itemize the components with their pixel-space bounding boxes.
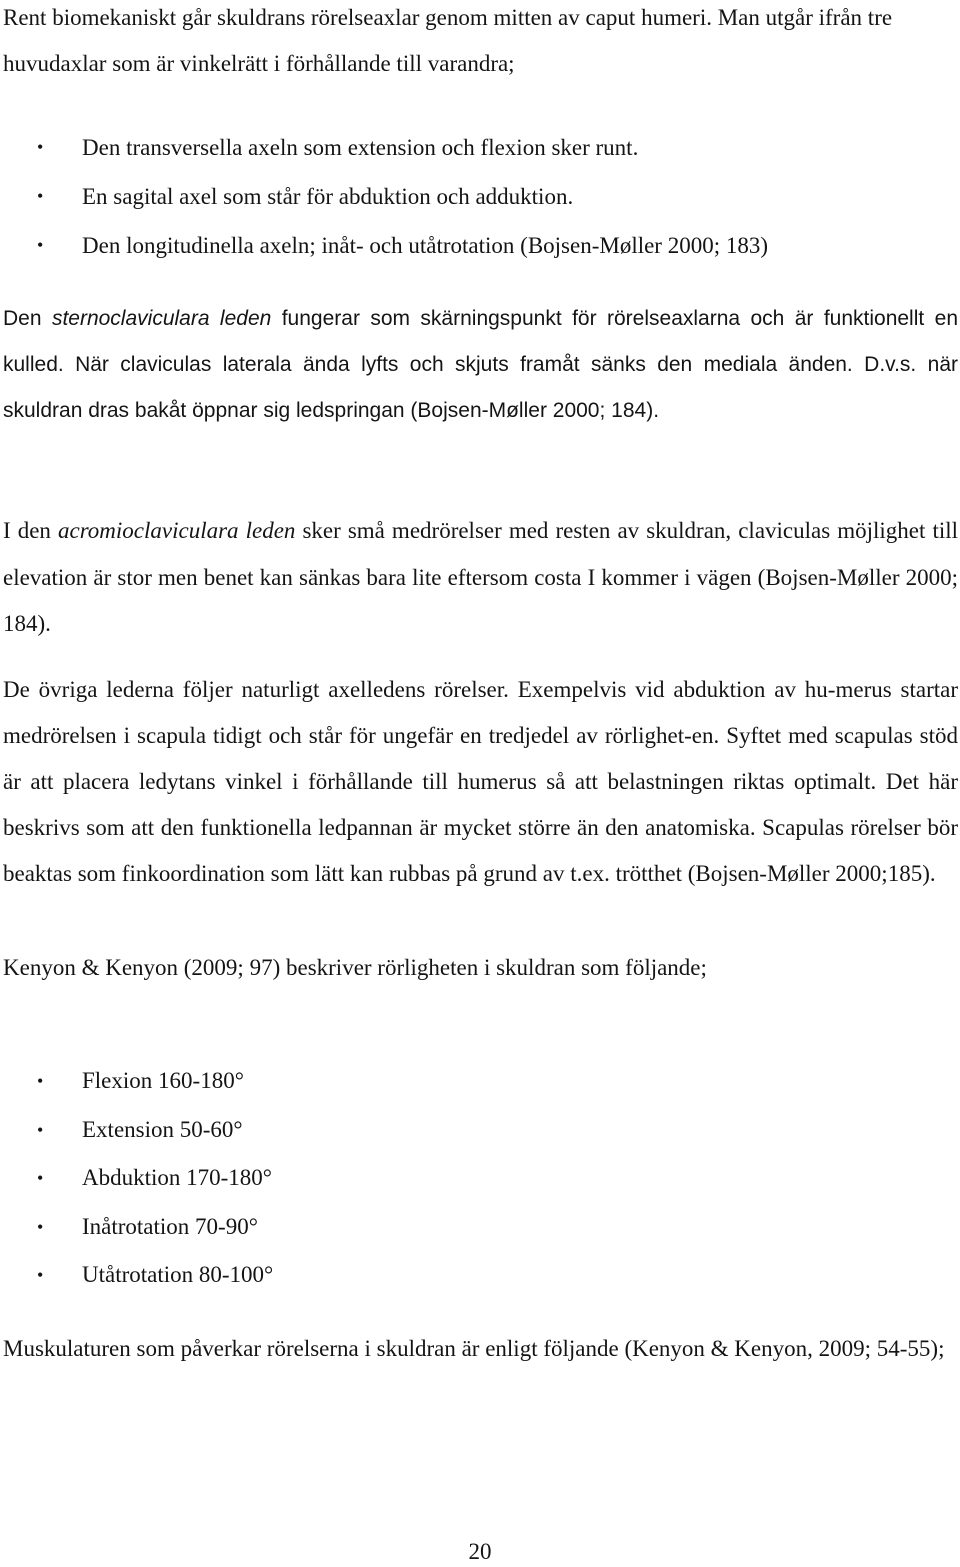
bullet-icon: • bbox=[37, 1071, 44, 1091]
acromio-before: I den bbox=[3, 518, 58, 543]
sternoclavicular-paragraph bbox=[3, 296, 958, 434]
bullet-icon: • bbox=[37, 1168, 44, 1188]
kenyon-intro: Kenyon & Kenyon (2009; 97) beskriver rörligheten i skuldran som följande; bbox=[3, 955, 707, 980]
list-item bbox=[0, 1203, 958, 1252]
sterno-term: sternoclavicularа leden bbox=[51, 307, 272, 330]
list-item bbox=[0, 172, 958, 221]
bullet-icon: • bbox=[37, 186, 44, 206]
list-item-text: Extension 50-60° bbox=[82, 1116, 243, 1142]
bullet-icon: • bbox=[37, 137, 44, 157]
axes-list bbox=[0, 123, 958, 270]
list-item-text: Den transversella axeln som extension och flexion sker runt. bbox=[82, 135, 639, 160]
list-item bbox=[0, 1057, 958, 1106]
acromioclavicular-paragraph bbox=[3, 508, 958, 648]
range-of-motion-list bbox=[0, 1057, 958, 1300]
bullet-icon: • bbox=[37, 235, 44, 255]
list-item-text: Utåtrotation 80-100° bbox=[82, 1262, 274, 1287]
bullet-icon: • bbox=[37, 1265, 44, 1285]
list-item bbox=[0, 1154, 958, 1203]
list-item bbox=[0, 1251, 958, 1300]
list-item-text: Flexion 160-180° bbox=[82, 1068, 244, 1093]
list-item-text: En sagital axel som står för abduktion och adduktion. bbox=[82, 184, 574, 209]
list-item bbox=[0, 221, 958, 270]
sterno-after: fungerar som skärningspunkt för rörelseaxlarna och är funktionellt en kulled. När claviculas laterala ända lyfts och skjuts framåt sänks den mediala änden. D.v.s. när skuldran dras bakåt öppnar sig ledspringan (Bojsen-Møller 2000; 184). bbox=[3, 307, 958, 422]
list-item-text: Inåtrotation 70-90° bbox=[82, 1213, 258, 1239]
page-number: 20 bbox=[468, 1539, 492, 1564]
list-item bbox=[0, 1106, 958, 1155]
intro-paragraph: Rent biomekaniskt går skuldrans rörelseaxlar genom mitten av caput humeri. Man utgår ifrån tre huvudaxlar som är vinkelrätt i förhållande till varandra; bbox=[3, 5, 893, 76]
bullet-icon: • bbox=[37, 1216, 44, 1237]
list-item-text: Abduktion 170-180° bbox=[82, 1165, 272, 1190]
muscles-intro: Muskulaturen som påverkar rörelserna i skuldran är enligt följande (Kenyon & Kenyon, 2009; 54-55); bbox=[3, 1336, 945, 1361]
list-item bbox=[0, 123, 958, 172]
other-joints-paragraph: De övriga lederna följer naturligt axelledens rörelser. Exempelvis vid abduktion av hu-merus startar medrörelsen i scapula tidigt och står för ungefär en tredjedel av rörlighet-en. Syftet med scapulas stöd är att placera ledytans vinkel i förhållande till humerus så att belastningen riktas optimalt. Det här beskrivs som att den funktionella ledpannan är mycket större än den anatomiska. Scapulas rörelser bör beaktas som finkoordination som lätt kan rubbas på grund av t.ex. trötthet (Bojsen-Møller 2000;185). bbox=[3, 677, 958, 886]
acromio-term: acromioclavicularа leden bbox=[57, 518, 296, 543]
sterno-before: Den bbox=[3, 307, 52, 330]
acromio-after: sker små medrörelser med resten av skuldran, claviculas möjlighet till elevation är stor men benet kan sänkas bara lite eftersom costa I kommer i vägen (Bojsen-Møller 2000; 184). bbox=[3, 518, 959, 636]
bullet-icon: • bbox=[37, 1119, 44, 1140]
list-item-text: Den longitudinella axeln; inåt- och utåtrotation (Bojsen-Møller 2000; 183) bbox=[82, 233, 769, 258]
